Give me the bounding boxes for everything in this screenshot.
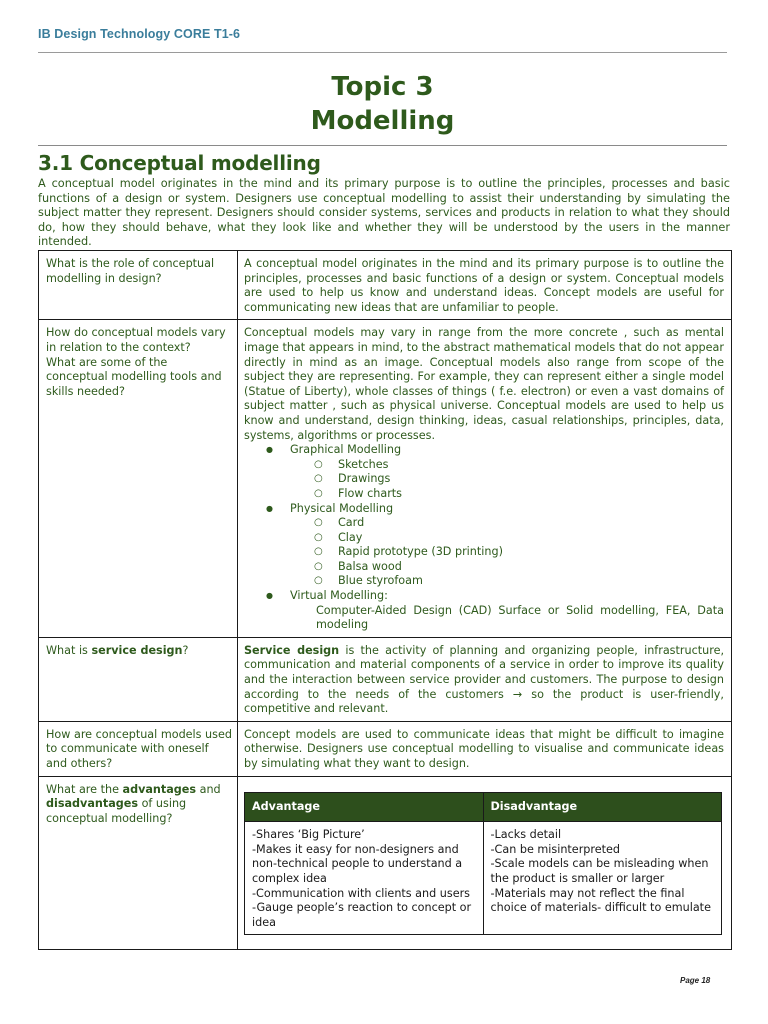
disadvantage-header: Disadvantage — [483, 792, 722, 822]
sub-list-item: ○ Drawings — [314, 472, 724, 487]
question-cell — [39, 776, 238, 950]
sub-list-item: ○ Flow charts — [314, 487, 724, 502]
advantages-body-row — [245, 822, 722, 935]
document-header-title: IB Design Technology CORE T1-6 — [38, 27, 241, 41]
sub-list — [314, 458, 724, 502]
question-text: ? — [182, 643, 189, 657]
advantage-header: Advantage — [245, 792, 484, 822]
table-row — [39, 637, 732, 721]
answer-text: is the activity of planning and organizing people, infrastructure, communication and material components of a service in order to improve its quality and the interaction between service provider and customers. The purpose to design according to the needs of the customers → so the product is user-friendly, competitive and relevant. — [244, 643, 725, 716]
section-intro: A conceptual model originates in the mind and its primary purpose is to outline the principles, processes and basic functions of a design or system. Designers use conceptual modelling to assist their understanding by simulating the subject matter they represent. Designers should consider systems, services and products in relation to what they should do, how they should behave, what they look like and whether they will be understood by the users in the manner intended. — [38, 177, 730, 248]
sub-list-item: ○ Blue styrofoam — [314, 574, 724, 589]
topic-title — [38, 70, 727, 138]
question-text: What are the — [46, 782, 123, 796]
disadvantage-item: -Can be misinterpreted — [490, 842, 621, 856]
disadvantages-cell — [483, 822, 722, 935]
disadvantage-item: -Lacks detail — [490, 828, 562, 842]
question-text: What is — [46, 643, 92, 657]
question-cell — [39, 637, 238, 721]
question-cell: How are conceptual models used to communicate with oneself and others? — [39, 721, 238, 776]
answer-cell: Concept models are used to communicate ideas that might be difficult to imagine otherwise. Designers use conceptual modelling to visualise and communicate ideas by simulating what they want to design. — [238, 721, 732, 776]
advantage-item: -Gauge people’s reaction to concept or idea — [252, 901, 472, 929]
sub-list-item: ○ Card — [314, 516, 724, 531]
list-item-label: Physical Modelling — [290, 501, 394, 515]
question-keyword: service design — [91, 643, 183, 657]
sub-list — [314, 516, 724, 589]
answer-cell — [238, 320, 732, 637]
advantage-item: -Shares ‘Big Picture’ — [252, 828, 365, 842]
question-text: and — [196, 782, 221, 796]
header-divider — [38, 52, 727, 53]
advantages-cell — [245, 822, 484, 935]
topic-name: Modelling — [310, 106, 455, 136]
list-item — [266, 502, 724, 590]
answer-cell — [238, 776, 732, 950]
advantage-item: -Makes it easy for non-designers and non-technical people to understand a complex idea — [252, 842, 463, 885]
question-text: of using conceptual modelling? — [46, 797, 187, 825]
answer-cell — [238, 637, 732, 721]
page-number: Page 18 — [680, 976, 711, 985]
virtual-modelling-note: Computer-Aided Design (CAD) Surface or Solid modelling, FEA, Data modeling — [316, 603, 724, 632]
title-divider — [38, 145, 727, 146]
sub-list-item: ○ Rapid prototype (3D printing) — [314, 545, 724, 560]
question-keyword: disadvantages — [46, 797, 139, 811]
disadvantage-item: -Scale models can be misleading when the product is smaller or larger — [490, 857, 709, 885]
section-heading: 3.1 Conceptual modelling — [38, 151, 321, 175]
list-item-label: Virtual Modelling: — [290, 589, 388, 603]
advantages-header-row — [245, 792, 722, 822]
list-item — [266, 589, 724, 604]
question-cell: How do conceptual models vary in relation to the context? What are some of the conceptual modelling tools and skills needed? — [39, 320, 238, 637]
qa-table — [38, 250, 732, 950]
table-row — [39, 320, 732, 637]
question-cell: What is the role of conceptual modelling in design? — [39, 251, 238, 320]
table-row — [39, 721, 732, 776]
sub-list-item: ○ Sketches — [314, 458, 724, 473]
advantage-item: -Communication with clients and users — [252, 886, 471, 900]
answer-keyword: Service design — [244, 643, 340, 657]
sub-list-item: ○ Balsa wood — [314, 560, 724, 575]
table-row — [39, 776, 732, 950]
list-item-label: Graphical Modelling — [290, 443, 402, 457]
sub-list-item: ○ Clay — [314, 531, 724, 546]
answer-text: Conceptual models may vary in range from the more concrete , such as mental image that appears in mind, to the abstract mathematical models that do not appear directly in mind as an image. Conceptual models also range from scope of the subject they are representing. For example, they can represent either a single model (Statue of Liberty), whole classes of things ( f.e. electron) or even a vast domains of subject matter , such as physical universe. Conceptual models are used to help us know and understand, design thinking, ideas, casual relationships, principles, data, systems, algorithms or processes. — [244, 326, 724, 442]
table-row — [39, 251, 732, 320]
disadvantage-item: -Materials may not reflect the final choice of materials- difficult to emulate — [490, 886, 711, 915]
answer-cell: A conceptual model originates in the mind and its primary purpose is to outline the principles, processes and basic functions of a design or system. Conceptual models are used to help us know and understand ideas. Concept models are useful for communicating new ideas that are unfamiliar to people. — [238, 251, 732, 320]
topic-number: Topic 3 — [331, 72, 434, 102]
question-keyword: advantages — [122, 782, 197, 796]
list-item — [266, 443, 724, 501]
advantages-table — [244, 792, 722, 936]
modelling-types-list — [266, 443, 724, 604]
